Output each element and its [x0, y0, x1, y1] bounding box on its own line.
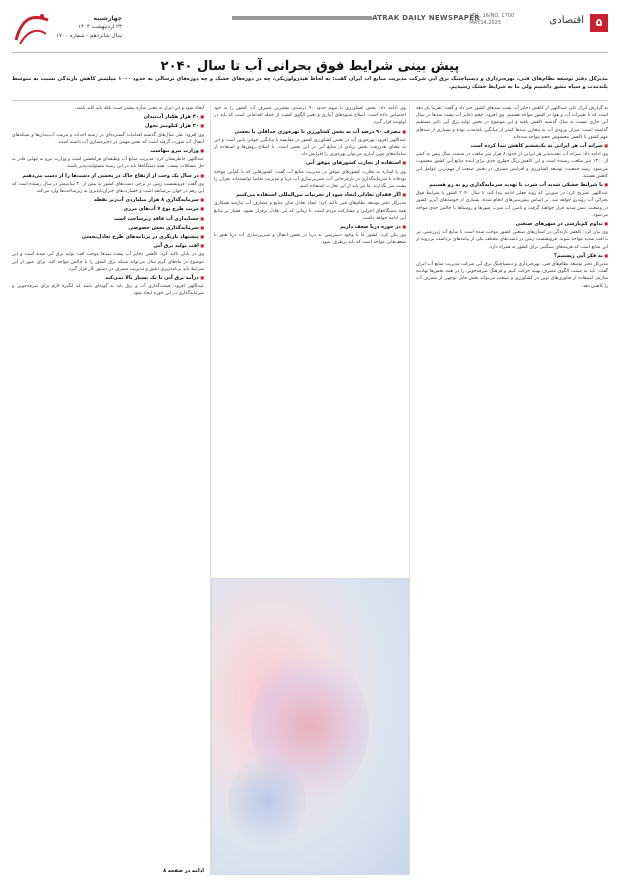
- subheading: ■ مزیت طرح نوع ۷ آب‌های مرزی: [12, 205, 204, 213]
- subheading: ■ سرمایه‌گذاری بخش خصوصی: [12, 224, 204, 232]
- paragraph: عبداللهی افزود: بهره‌وری آب در بخش کشاورزی کشور در مقایسه با میانگین جهانی پایین است و این به معنای هدررفت بخش زیادی از منابع آبی در این بخش است. با اصلاح روش‌ها و استفاده از سامانه‌های نوین آبیاری می‌توان بهره‌وری را افزایش داد.: [214, 137, 406, 158]
- continued-note: ادامه در صفحه ۸: [163, 867, 204, 874]
- subheading: ■ در سال یک وجب از ارتفاع خاک در بخشی از دشت‌ها را از دست می‌دهیم: [12, 172, 204, 180]
- paragraph: عبداللهی افزود: قیمت‌گذاری آب و برق باید به گونه‌ای باشد که انگیزه لازم برای صرفه‌جویی و سرمایه‌گذاری در این حوزه ایجاد شود.: [12, 284, 204, 297]
- paragraph: مدیرکل دفتر توسعه نظام‌های فنی، بهره‌برداری و دیسپاچینگ برق آبی شرکت مدیریت منابع آب ایران گفت: باید به سمت الگوی مصرف بهینه حرکت کنیم و فرهنگ صرفه‌جویی را در همه بخش‌ها نهادینه سازیم. استفاده از فناوری‌های نوین در کشاورزی و صنعت می‌تواند بخش قابل توجهی از مصرف آب را کاهش دهد.: [416, 262, 608, 289]
- column-middle: [210, 105, 410, 875]
- paragraph: وی بیان کرد: کاهش بارندگی در استان‌های صنعتی کشور موجب شده است تا منابع آب زیرزمینی نیز با افت شدید مواجه شوند. فرونشست زمین در دشت‌های مختلف یکی از پیامدهای برداشت بی‌رویه از این منابع است که هزینه‌های سنگینی برای کشور به همراه دارد.: [416, 230, 608, 250]
- paragraph: وی در پایان تاکید کرد: کاهش ذخایر آب پشت سدها موجب افت تولید برق آبی شده است و این موضوع در ماه‌های گرم سال می‌تواند شبکه برق کشور را با چالش مواجه کند. برای عبور از این شرایط باید برنامه‌ریزی دقیق و مدیریت مصرف در دستور کار قرار گیرد.: [12, 252, 204, 272]
- subheading: ■ ۳۰ هزار کیلومتر تحول: [12, 122, 204, 130]
- subheading: ■ پیشنهاد بازنگری در برنامه‌های طرح تعادل‌بخشی: [12, 233, 204, 241]
- subheading: ■ اگر فقدان تعادلی ایجاد شود از تجربیات بین‌المللی استفاده می‌کنیم: [214, 191, 406, 199]
- subheading: ■ سرانه آب هر ایرانی به یک‌ششم کاهش پیدا کرده است: [416, 142, 608, 150]
- photo-blob-secondary: [228, 756, 306, 845]
- paragraph: عبداللهی خاطرنشان کرد: مدیریت منابع آب وظیفه‌ای فرابخشی است و وزارت نیرو به تنهایی قادر به حل مشکلات نیست. همه دستگاه‌ها باید در این زمینه مسئولیت‌پذیر باشند.: [12, 157, 204, 170]
- paragraph: عبداللهی تصریح کرد: در صورتی که روند فعلی ادامه پیدا کند، تا سال ۲۰۴۰ کشور با شرایط فوق بحرانی آب روبه‌رو خواهد شد. بر اساس پیش‌بینی‌های انجام شده، بسیاری از حوضه‌های آبریز کشور در وضعیت تنش شدید قرار خواهند گرفت و تامین آب شرب شهرها و روستاها با چالش جدی مواجه می‌شود.: [416, 191, 608, 218]
- article-photo-blurred: [211, 578, 409, 875]
- issue-number: سال شانزدهم - شماره ۱۷۰۰: [56, 33, 122, 39]
- masthead-bar: [232, 16, 372, 20]
- article-columns: [12, 105, 608, 875]
- column-left-text: [12, 105, 204, 298]
- paragraph: مدیرکل دفتر توسعه نظام‌های فنی تاکید کرد: ایجاد تعادل میان منابع و مصارف آب نیازمند همکاری همه دستگاه‌های اجرایی و مشارکت مردم است. تا زمانی که این تعادل برقرار نشود، فشار بر منابع آبی ادامه خواهد داشت.: [214, 201, 406, 221]
- subheading: ■ تداوم کم‌بارشی در شهرهای صنعتی: [416, 220, 608, 228]
- subheading: ■ استفاده از تجارب کشورهای موفق آبی: [214, 159, 406, 167]
- page-number: ۵: [590, 14, 608, 32]
- paragraph: وی ادامه داد: سرانه آب تجدیدپذیر هر ایرانی از حدود ۸ هزار متر مکعب در شصت سال پیش به کمتر از ۱۳۰۰ متر مکعب رسیده است و این کاهش زنگ خطری جدی برای آینده منابع آبی کشور محسوب می‌شود. رشد جمعیت، توسعه کشاورزی و افزایش مصرف در بخش صنعت از مهم‌ترین عوامل این کاهش هستند.: [416, 152, 608, 179]
- subheading: ■ درآمد برق آبی با یک بسیار بالا نمی‌کند: [12, 274, 204, 282]
- subheading: ■ در حوزه دریا ضعف داریم: [214, 223, 406, 231]
- subheading: ■ سرمایه‌گذاری ۸ هزار میلیاردی آب‌زیر نقطه: [12, 196, 204, 204]
- volume-number: VOL. 16/NO. 1700: [469, 13, 514, 19]
- volume-date: MAY.14.2025: [469, 20, 501, 26]
- paragraph: وی افزود: طی سال‌های گذشته اقدامات گسترده‌ای در زمینه احداث و مرمت آب‌بندان‌ها و شبکه‌های انتقال آب صورت گرفته است که نقش مهمی در ذخیره‌سازی آب داشته است.: [12, 132, 204, 145]
- subheading: ■ ۴۰ هزار هکتار آب‌بندان: [12, 113, 204, 121]
- page-header: [12, 8, 608, 53]
- subheading: ■ افت تولید برق آبی: [12, 242, 204, 250]
- paragraph: وی ادامه داد: بخش کشاورزی با سهم حدود ۹۰ درصدی بیشترین مصرف آب کشور را به خود اختصاص داده است. اصلاح شیوه‌های آبیاری و تغییر الگوی کشت از جمله اقداماتی است که باید در اولویت قرار گیرد.: [214, 106, 406, 126]
- paragraph: وی با اشاره به تجارب کشورهای موفق در مدیریت منابع آب گفت: کشورهایی که با کم‌آبی مواجه بوده‌اند با سرمایه‌گذاری در بازچرخانی آب، شیرین‌سازی آب دریا و مدیریت تقاضا توانسته‌اند بحران را پشت سر بگذارند. ما نیز باید از این تجارب استفاده کنیم.: [214, 169, 406, 190]
- masthead-text: ATRAK DAILY NEWSPAPER: [372, 14, 480, 22]
- paragraph: به گزارش اترک علی عبداللهی از کاهش ذخایر آب پشت سدهای کشور خبر داد و گفت: تقریباً یک دهه است که با تغییرات آب و هوا در کشور مواجه هستیم. وی افزود: حجم ذخایر آب پشت سدها در سال آبی جاری نسبت به سال گذشته کاهش یافته و این موضوع در بخش تولید برق آبی تاثیر مستقیم گذاشته است. میزان ورودی آب به مخازن سدها کمتر از میانگین بلندمدت بوده و بسیاری از سدهای مهم کشور با کاهش محسوس حجم مواجه شده‌اند.: [416, 106, 608, 140]
- subheading: ■ با شرایط خشکی شدید آب شرب با تهدید سرمایه‌گذاری رو به رو هستیم: [416, 181, 608, 189]
- subheading: ■ وزارت نیرو تنهاست: [12, 147, 204, 155]
- atrak-logo-icon: [12, 10, 52, 48]
- paragraph: وی بیان کرد: کشور ما با وجود دسترسی به دریا در بخش انتقال و شیرین‌سازی آب دریا هنوز با ضعف‌هایی مواجه است که باید برطرف شود.: [214, 233, 406, 246]
- subheading: ■ به فکر آبی زیستیم؟: [416, 252, 608, 260]
- section-title: اقتصادی: [549, 15, 584, 26]
- persian-date: ۲۴ اردیبهشت ۱۴۰۴: [78, 24, 122, 30]
- weekday: چهارشنبه: [93, 15, 122, 22]
- paragraph: ایجاد شود و این ابزار به معنی سازه پیشتر است بلکه باید کلید باشد.: [75, 106, 204, 111]
- paragraph: وی گفت: فرونشست زمین در برخی دشت‌های کشور به بیش از ۳۰ سانتیمتر در سال رسیده است که این رقم در جهان بی‌سابقه است و خسارت‌های جبران‌ناپذیری به زیرساخت‌ها وارد می‌کند.: [12, 181, 204, 195]
- column-left: [12, 105, 204, 875]
- masthead: [228, 14, 480, 22]
- subheading: ■ مصرف ۹۰ درصد آب به بخش کشاورزی با بهره‌وری حداقلی یا بخشی: [214, 128, 406, 136]
- column-right: [416, 105, 608, 875]
- article-lead: مدیرکل دفتر توسعه نظام‌های فنی، بهره‌برداری و دیسپاچینگ برق آبی شرکت مدیریت منابع آب ایران گفت: به لحاظ هیدرولوژیکی، چه در دوره‌های خشک و چه دوره‌های ترسالی به حدود ۱۰۰۰ میلیمتر کاهش بارندگی نسبت به متوسط بلندمدت و سیاه مشق داشتیم ولی ما به شرایط خشک رسیدیم.: [12, 76, 608, 101]
- subheading: ■ حسابداری آب فاقد زیرساخت است: [12, 215, 204, 223]
- column-middle-text: [214, 105, 406, 247]
- issue-dates: [56, 14, 122, 41]
- article-headline: پیش بینی شرایط فوق بحرانی آب تا سال ۲۰۴۰: [160, 59, 460, 74]
